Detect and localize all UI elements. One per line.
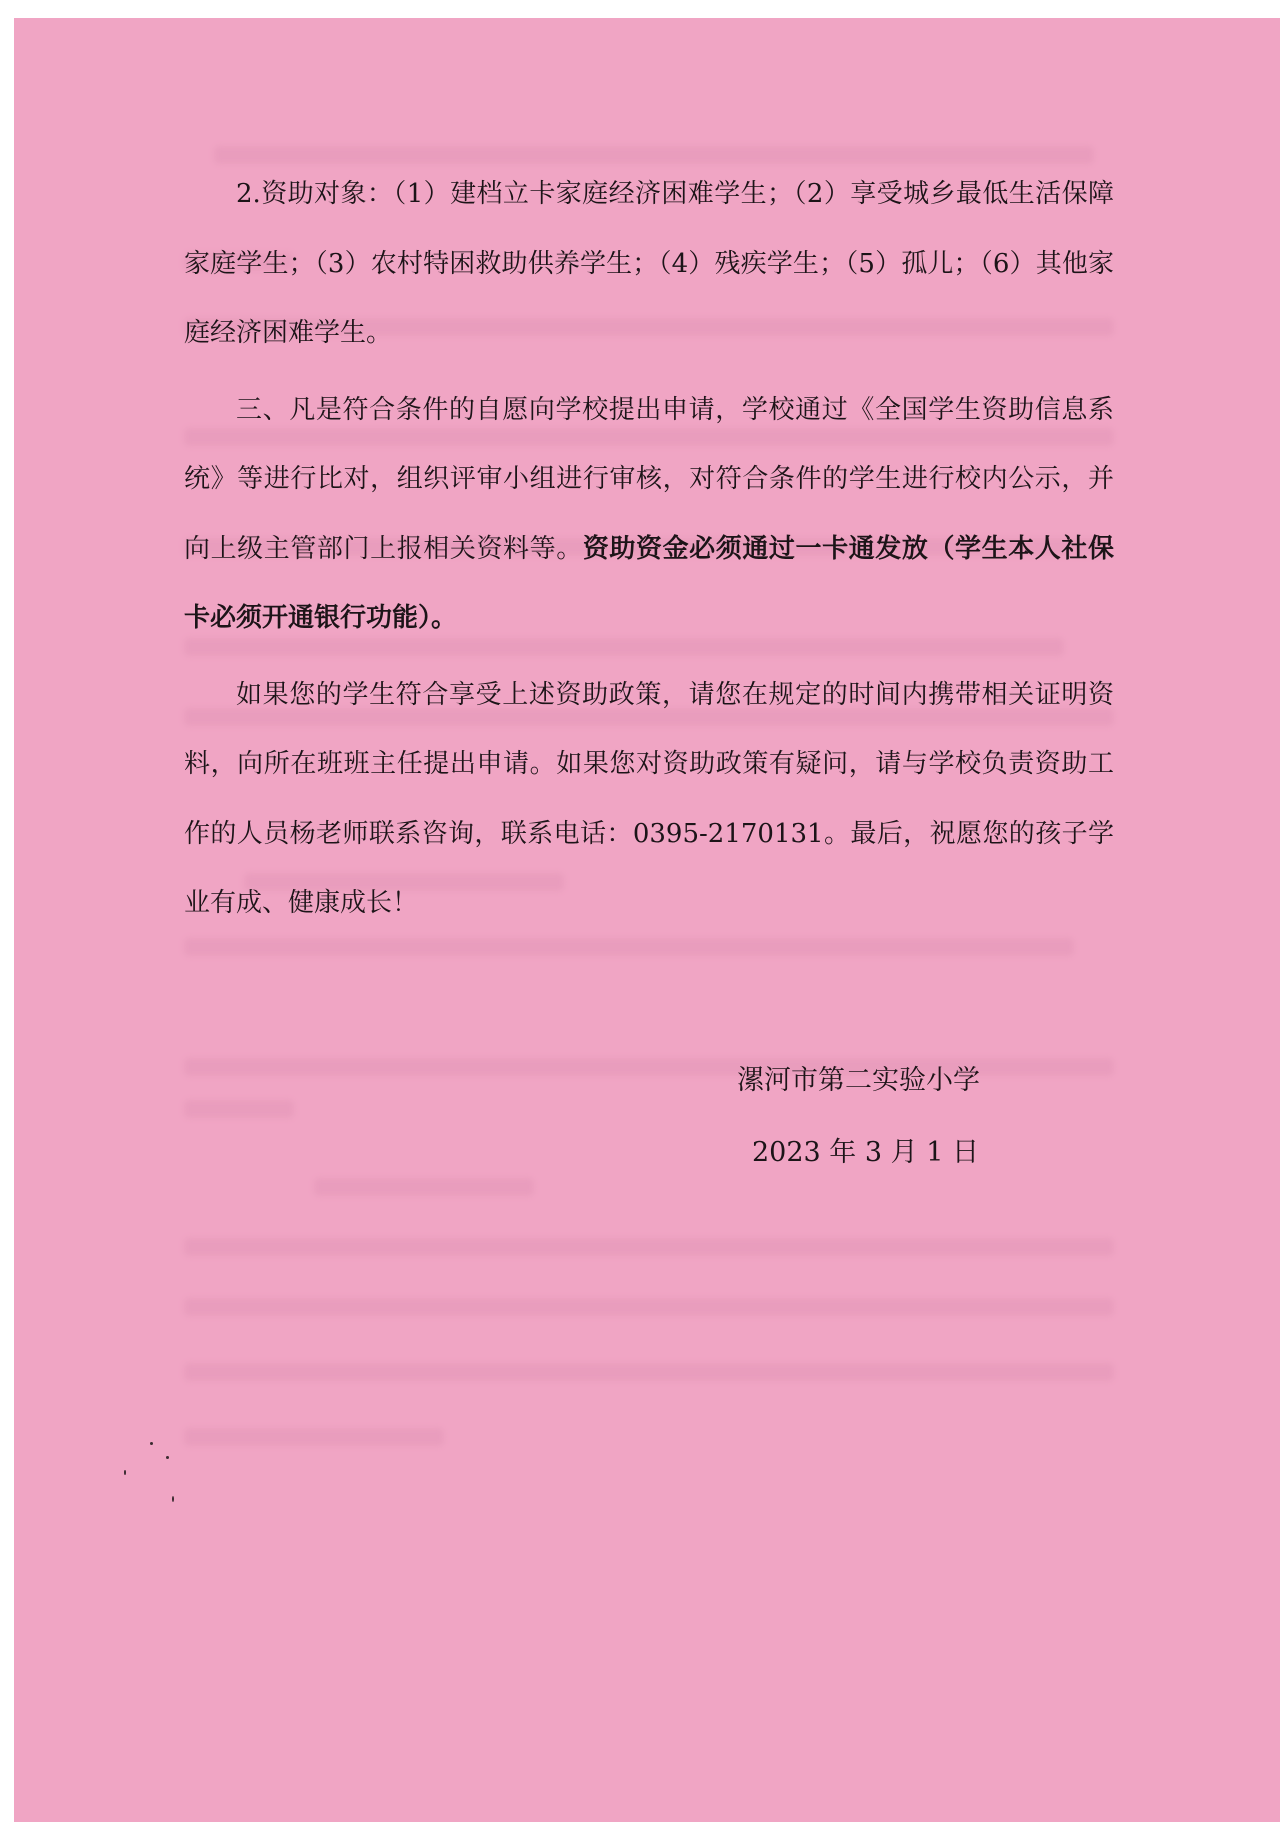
paper-speck bbox=[124, 1470, 126, 1475]
bleed-through-line bbox=[184, 1100, 294, 1118]
application-text: 三、凡是符合条件的自愿向学校提出申请，学校通过《全国学生资助信息系统》等进行比对，组织评审小组进行审核，对符合条件的学生进行校内公示，并向上级主管部门上报相关资料等。 bbox=[184, 394, 1114, 564]
bleed-through-line bbox=[314, 1178, 534, 1196]
contact-text: 如果您的学生符合享受上述资助政策，请您在规定的时间内携带相关证明资料，向所在班班主任提出申请。如果您对资助政策有疑问，请与学校负责资助工作的人员杨老师联系咨询，联系电话：0395-2170131。最后，祝愿您的孩子学业有成、健康成长！ bbox=[184, 679, 1114, 918]
target-text: 2.资助对象：（1）建档立卡家庭经济困难学生；（2）享受城乡最低生活保障家庭学生；（3）农村特困救助供养学生；（4）残疾学生；（5）孤儿；（6）其他家庭经济困难学生。 bbox=[184, 179, 1114, 348]
school-signature: 漯河市第二实验小学 bbox=[737, 1065, 980, 1096]
document-date: 2023 年 3 月 1 日 bbox=[752, 1137, 979, 1168]
bleed-through-line bbox=[184, 1428, 444, 1446]
target-paragraph bbox=[184, 160, 1114, 369]
document-body bbox=[184, 160, 1114, 946]
application-paragraph bbox=[184, 376, 1114, 654]
bleed-through-line bbox=[184, 1298, 1114, 1316]
contact-paragraph bbox=[184, 661, 1114, 939]
bleed-through-line bbox=[184, 1363, 1114, 1381]
paper-speck bbox=[166, 1456, 169, 1459]
paper-speck bbox=[172, 1496, 174, 1502]
bleed-through-line bbox=[184, 1238, 1114, 1256]
funding-requirement-bold: 资助资金必须通过一卡通发放（学生本人社保卡必须开通银行功能）。 bbox=[184, 533, 1114, 633]
paper-speck bbox=[150, 1442, 153, 1445]
